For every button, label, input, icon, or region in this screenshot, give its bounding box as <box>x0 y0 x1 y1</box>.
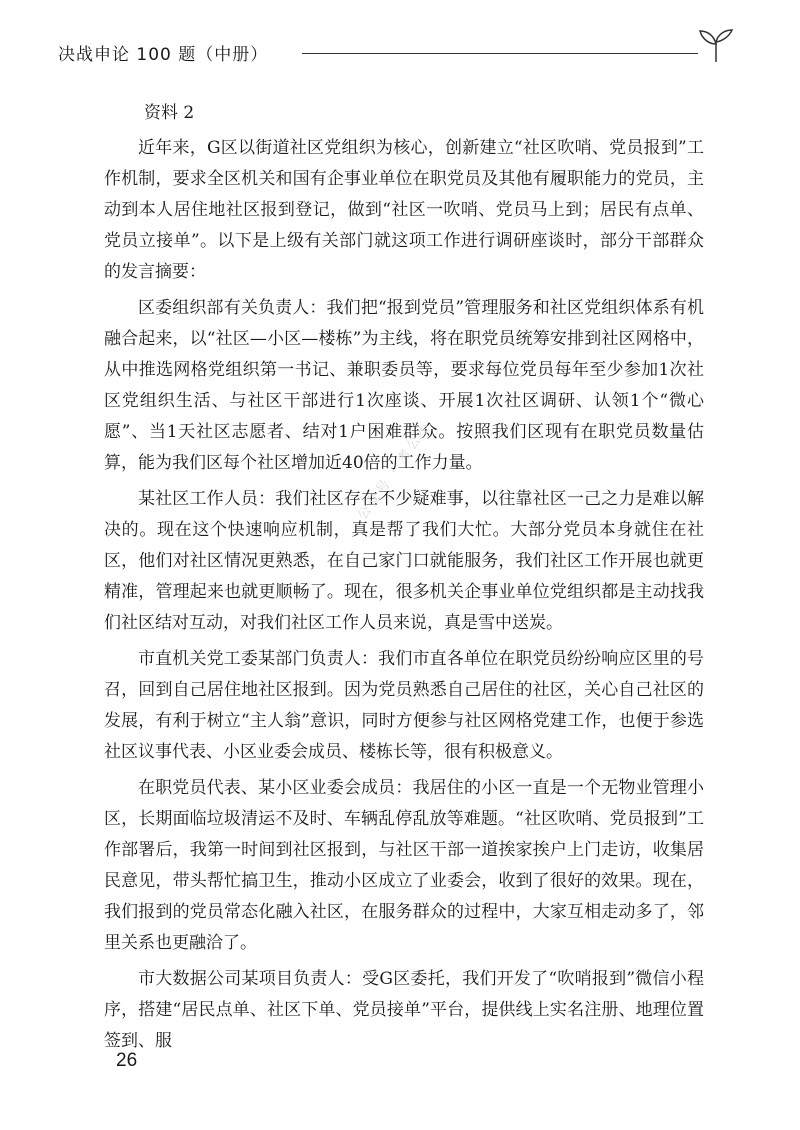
paragraph-community-worker: 某社区工作人员：我们社区存在不少疑难事，以往靠社区一己之力是难以解决的。现在这个快速响应机制，真是帮了我们大忙。大部分党员本身就住在社区，他们对社区情况更熟悉，在自己家门口就能服务，我们社区工作开展也就更精准，管理起来也就更顺畅了。现在，很多机关企事业单位党组织都是主动找我们社区结对互动，对我们社区工作人员来说，真是雪中送炭。 <box>104 489 704 633</box>
page-body <box>104 98 704 1062</box>
paragraph-intro: 近年来，G区以街道社区党组织为核心，创新建立“社区吹哨、党员报到”工作机制，要求全区机关和国有企事业单位在职党员及其他有履职能力的党员，主动到本人居住地社区报到登记，做到“社区一吹哨、党员马上到；居民有点单、党员立接单”。以下是上级有关部门就这项工作进行调研座谈时，部分干部群众的发言摘要： <box>104 138 704 282</box>
running-header <box>58 28 738 68</box>
page-number: 26 <box>116 1050 138 1071</box>
paragraph-big-data-company: 市大数据公司某项目负责人：受G区委托，我们开发了“吹哨报到”微信小程序，搭建“居民点单、社区下单、党员接单”平台，提供线上实名注册、地理位置签到、服 <box>104 969 704 1051</box>
sprout-icon <box>694 28 738 64</box>
section-label: 资料 2 <box>144 103 195 123</box>
watermark: 公众号 · 考公小 <box>355 418 435 523</box>
paragraph-district-committee: 区委组织部有关负责人：我们把“报到党员”管理服务和社区党组织体系有机融合起来，以“社区—小区—楼栋”为主线，将在职党员统筹安排到社区网格中，从中推选网格党组织第一书记、兼职委员等，要求每位党员每年至少参加1次社区党组织生活、与社区干部进行1次座谈、开展1次社区调研、认领1个“微心愿”、当1天社区志愿者、结对1户困难群众。按照我们区现有在职党员数量估算，能为我们区每个社区增加近40倍的工作力量。 <box>104 298 704 473</box>
paragraph-city-agency: 市直机关党工委某部门负责人：我们市直各单位在职党员纷纷响应区里的号召，回到自己居住地社区报到。因为党员熟悉自己居住的社区，关心自己社区的发展，有利于树立“主人翁”意识，同时方便参与社区网格党建工作，也便于参选社区议事代表、小区业委会成员、楼栋长等，很有积极意义。 <box>104 649 704 762</box>
paragraph-party-member: 在职党员代表、某小区业委会成员：我居住的小区一直是一个无物业管理小区，长期面临垃圾清运不及时、车辆乱停乱放等难题。“社区吹哨、党员报到”工作部署后，我第一时间到社区报到，与社区干部一道挨家挨户上门走访，收集居民意见，带头帮忙搞卫生，推动小区成立了业委会，收到了很好的效果。现在，我们报到的党员常态化融入社区，在服务群众的过程中，大家互相走动多了，邻里关系也更融洽了。 <box>104 778 704 953</box>
book-title: 决战申论 100 题（中册） <box>58 45 269 65</box>
header-rule <box>302 53 698 54</box>
